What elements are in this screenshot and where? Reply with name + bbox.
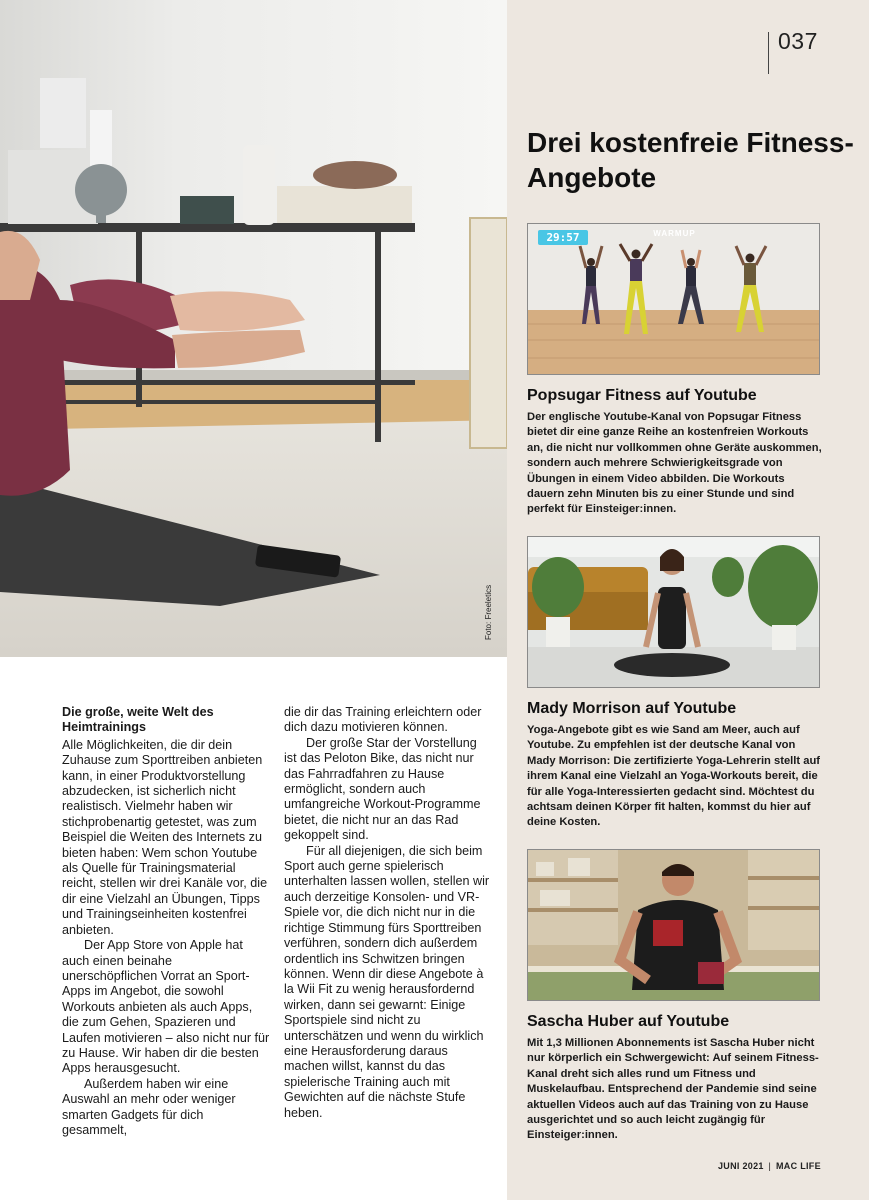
article-heading: Die große, weite Welt des Heimtrainings bbox=[62, 705, 214, 735]
article-column-1 bbox=[62, 705, 270, 1138]
photo-credit: Foto: Freeletics bbox=[484, 584, 493, 640]
popsugar-text: Der englische Youtube-Kanal von Popsugar Fitness bietet dir eine ganze Reihe an kostenfreien Workouts an, die nicht nur vollkommen ohne Geräte auskommen, sondern auch mehrere Schwierigkeitsgrade von Übungen in einem Video abbilden. Die Workouts dauern zehn Minuten bis zu einer Stunde und sind perfekt für Einsteiger:innen. bbox=[527, 411, 822, 516]
issue-date: JUNI 2021 bbox=[718, 1161, 764, 1171]
article-paragraph: Der große Star der Vorstellung ist das Peloton Bike, das nicht nur das Fahrradfahren zu Hause ermöglicht, sondern auch umfangreiche Workout-Programme bietet, die nicht nur an das Rad gekoppelt sind. bbox=[284, 735, 481, 843]
popsugar-heading: Popsugar Fitness auf Youtube bbox=[527, 387, 757, 404]
mady-morrison-heading: Mady Morrison auf Youtube bbox=[527, 700, 737, 717]
page-footer bbox=[718, 1161, 821, 1171]
article-paragraph: die dir das Training erleichtern oder dich dazu motivieren können. bbox=[284, 705, 482, 735]
magazine-name: MAC LIFE bbox=[776, 1161, 821, 1171]
sascha-huber-text: Mit 1,3 Millionen Abonnements ist Sascha Huber nicht nur körperlich ein Schwergewicht: Auf seinem Fitness-Kanal dreht sich alles rund um Fitness und Muskelaufbau. Entsprechend der Pandemie sind seine aktuellen Videos auch auf das Training von zu Hause ausgerichtet und so auch leicht zugängig für Einsteiger:innen. bbox=[527, 1037, 819, 1142]
page-number: 037 bbox=[778, 28, 818, 54]
video-timer: 29:57 bbox=[546, 231, 580, 244]
mady-morrison-text: Yoga-Angebote gibt es wie Sand am Meer, auch auf Youtube. Zu empfehlen ist der deutsche Kanal von Mady Morrison: Die zertifizierte Yoga-Lehrerin stellt auf ihrem Kanal eine Vielzahl an Yoga-Workouts bereit, die für alle Yoga-Interessierten gedacht sind. Möchtest du achtsam deinen Körper fit halten, kommst du hier auf deine Kosten. bbox=[527, 724, 820, 829]
article-paragraph: Außerdem haben wir eine Auswahl an mehr oder weniger smarten Gadgets für dich gesammelt, bbox=[62, 1076, 236, 1137]
article-column-2 bbox=[284, 705, 492, 1121]
warmup-label: WARMUP bbox=[653, 229, 696, 238]
page-number-divider bbox=[768, 32, 769, 74]
sascha-huber-heading: Sascha Huber auf Youtube bbox=[527, 1013, 730, 1030]
hero-photo bbox=[0, 0, 507, 657]
article-paragraph: Alle Möglichkeiten, die dir dein Zuhause zum Sporttreiben anbieten kann, in einer Produktvorstellung abzudecken, ist sicherlich nicht realistisch. Vielmehr haben wir stichprobenartig getestet, was zum Beispiel die Weiten des Internets zu bieten haben: Wem schon Youtube als Quelle für Trainingsmaterial reicht, stellen wir drei Kanäle vor, die dir eine Vielzahl an Übungen, Tipps und Trainingseinheiten kostenfrei anbieten. bbox=[62, 737, 268, 937]
article-paragraph: Der App Store von Apple hat auch einen beinahe unerschöpflichen Vorrat an Sport-Apps im Angebot, die sowohl Workouts anbieten als auch Apps, die zum Gehen, Spazieren und Laufen motivieren – also nicht nur für zu Hause. Wir haben dir die besten Apps herausgesucht. bbox=[62, 938, 270, 1076]
mady-morrison-video-thumbnail bbox=[527, 536, 820, 688]
popsugar-video-thumbnail bbox=[527, 223, 820, 375]
sidebar-title: Drei kostenfreie Fitness-Angebote bbox=[527, 127, 854, 193]
sascha-huber-video-thumbnail bbox=[527, 849, 820, 1001]
article-paragraph: Für all diejenigen, die sich beim Sport auch gerne spielerisch unterhalten lassen wollen, stellen wir auch derzeitige Konsolen- und VR-Spiele vor, die dich nicht nur in die richtige Stimmung fürs Sporttreiben verführen, sondern dich außerdem ordentlich ins Schwitzen bringen können. Wenn dir diese Angebote à la Wii Fit zu wenig herausfordernd wirken, dann sei gewarnt: Einige Sportspiele sind nicht zu unterschätzen und wenn du wirklich eine Herausforderung daraus machen willst, kannst du das spielerische Training auch mit Gewichten auf die nächste Stufe heben. bbox=[284, 843, 490, 1120]
footer-separator: | bbox=[768, 1161, 772, 1171]
